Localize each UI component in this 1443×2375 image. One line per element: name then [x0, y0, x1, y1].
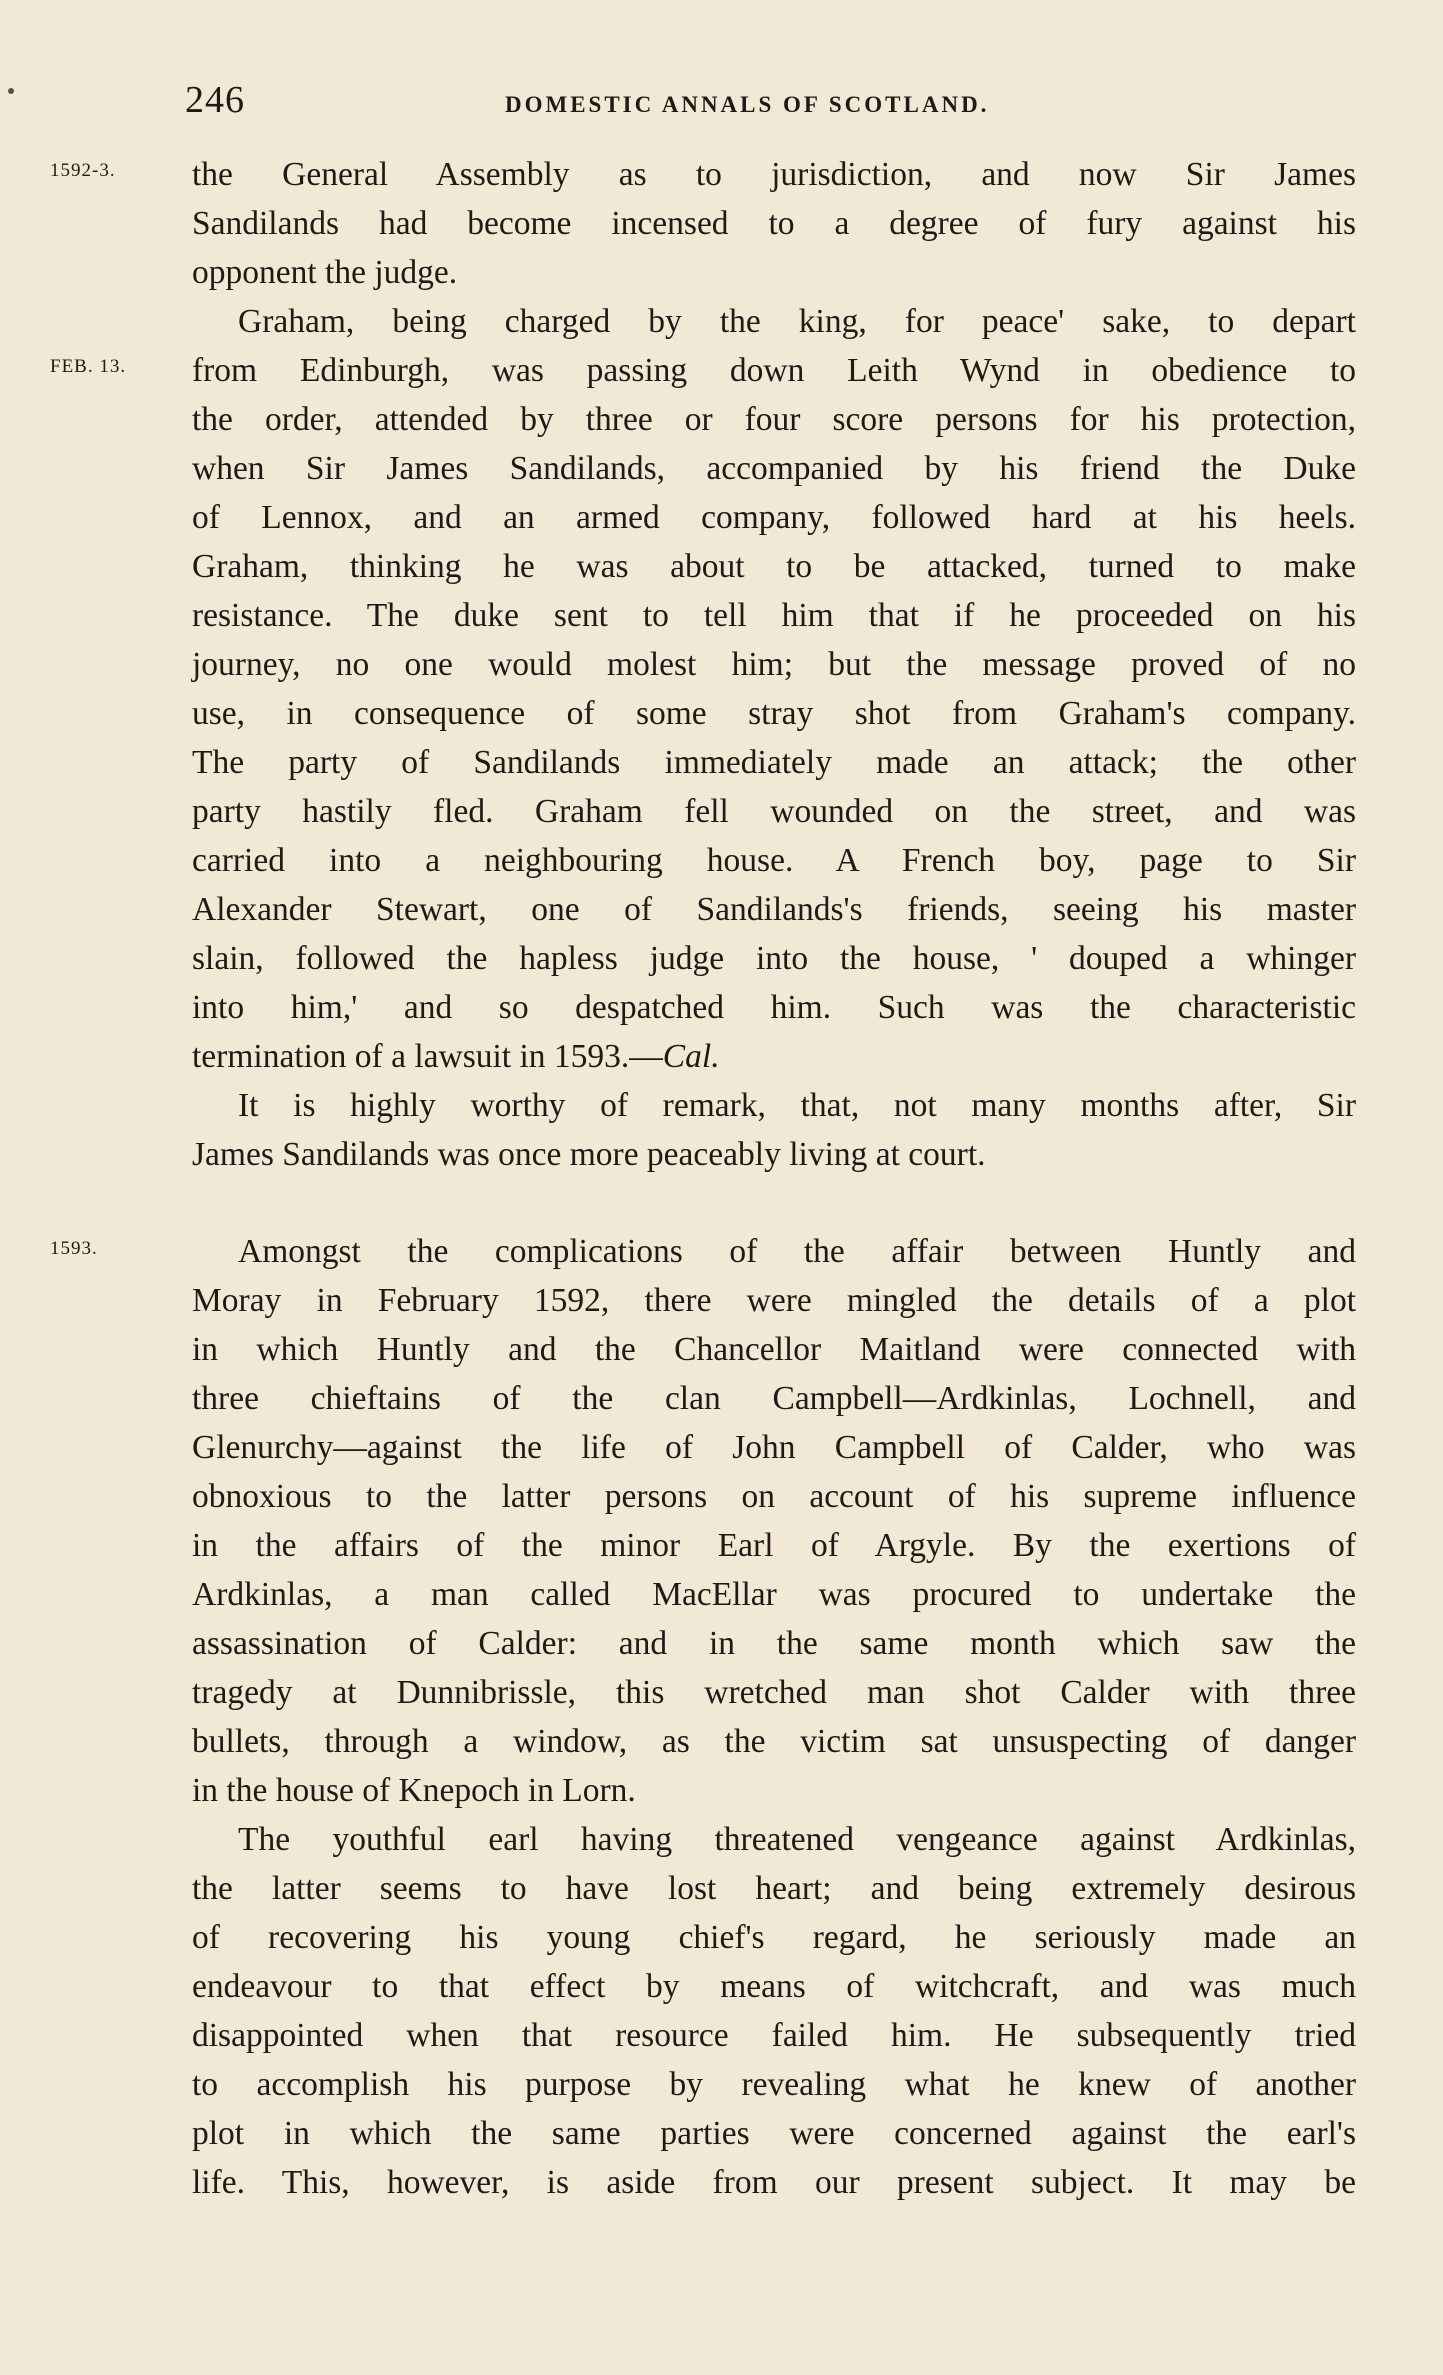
text-line: three chieftains of the clan Campbell—Ardkinlas, Lochnell, and — [192, 1380, 1356, 1417]
text-line: Alexander Stewart, one of Sandilands's friends, seeing his master — [192, 891, 1356, 928]
margin-dot — [8, 88, 14, 94]
text-line: in which Huntly and the Chancellor Maitland were connected with — [192, 1331, 1356, 1368]
paragraph — [192, 1081, 1356, 1179]
text-line: of recovering his young chief's regard, he seriously made an — [192, 1919, 1356, 1956]
text-line: journey, no one would molest him; but the message proved of no — [192, 646, 1356, 683]
body-text — [192, 150, 1356, 2207]
text-line: the order, attended by three or four score persons for his protection, — [192, 401, 1356, 438]
text-line: Sandilands had become incensed to a degree of fury against his — [192, 205, 1356, 242]
text-line: tragedy at Dunnibrissle, this wretched man shot Calder with three — [192, 1674, 1356, 1711]
text-line: Moray in February 1592, there were mingled the details of a plot — [192, 1282, 1356, 1319]
text-line: the latter seems to have lost heart; and being extremely desirous — [192, 1870, 1356, 1907]
text-line: carried into a neighbouring house. A French boy, page to Sir — [192, 842, 1356, 879]
page-number: 246 — [185, 79, 245, 121]
text-line: into him,' and so despatched him. Such was the characteristic — [192, 989, 1356, 1026]
text-line: assassination of Calder: and in the same month which saw the — [192, 1625, 1356, 1662]
margin-note-date: 1593. — [50, 1238, 98, 1259]
text-line: Amongst the complications of the affair between Huntly and — [238, 1233, 1356, 1270]
text-line: Ardkinlas, a man called MacEllar was procured to undertake the — [192, 1576, 1356, 1613]
text-line: plot in which the same parties were concerned against the earl's — [192, 2115, 1356, 2152]
text-line: to accomplish his purpose by revealing what he knew of another — [192, 2066, 1356, 2103]
text-line: when Sir James Sandilands, accompanied by his friend the Duke — [192, 450, 1356, 487]
text-line: life. This, however, is aside from our present subject. It may be — [192, 2164, 1356, 2201]
text-line: the General Assembly as to jurisdiction, and now Sir James — [192, 156, 1356, 193]
text-line: endeavour to that effect by means of witchcraft, and was much — [192, 1968, 1356, 2005]
text-line: of Lennox, and an armed company, followed hard at his heels. — [192, 499, 1356, 536]
text-line: It is highly worthy of remark, that, not many months after, Sir — [238, 1087, 1356, 1124]
paragraph — [192, 150, 1356, 297]
text-line: obnoxious to the latter persons on account of his supreme influence — [192, 1478, 1356, 1515]
margin-note-date: FEB. 13. — [50, 356, 127, 377]
text-line — [192, 1032, 1356, 1081]
paragraph — [192, 1227, 1356, 1815]
text-line: disappointed when that resource failed him. He subsequently tried — [192, 2017, 1356, 2054]
text-line: in the affairs of the minor Earl of Argyle. By the exertions of — [192, 1527, 1356, 1564]
running-title: DOMESTIC ANNALS OF SCOTLAND. — [505, 92, 990, 117]
margin-note-date: 1592-3. — [50, 160, 116, 181]
page-header — [185, 70, 1353, 130]
text-line: Graham, being charged by the king, for peace' sake, to depart — [238, 303, 1356, 340]
text-line: from Edinburgh, was passing down Leith Wynd in obedience to — [192, 352, 1356, 389]
paragraph — [192, 1815, 1356, 2207]
text-line: The party of Sandilands immediately made an attack; the other — [192, 744, 1356, 781]
paragraph — [192, 297, 1356, 1081]
text-line: resistance. The duke sent to tell him that if he proceeded on his — [192, 597, 1356, 634]
text-fragment: termination of a lawsuit in 1593.— — [192, 1038, 663, 1075]
section-gap — [192, 1179, 1356, 1227]
text-line: slain, followed the hapless judge into the house, ' douped a whinger — [192, 940, 1356, 977]
text-line: in the house of Knepoch in Lorn. — [192, 1772, 636, 1809]
text-line: James Sandilands was once more peaceably living at court. — [192, 1136, 986, 1173]
text-line: party hastily fled. Graham fell wounded on the street, and was — [192, 793, 1356, 830]
source-citation: Cal. — [662, 1038, 720, 1075]
text-line: Glenurchy—against the life of John Campbell of Calder, who was — [192, 1429, 1356, 1466]
text-line: bullets, through a window, as the victim sat unsuspecting of danger — [192, 1723, 1356, 1760]
text-line: opponent the judge. — [192, 254, 458, 291]
text-line: Graham, thinking he was about to be attacked, turned to make — [192, 548, 1356, 585]
text-line: use, in consequence of some stray shot from Graham's company. — [192, 695, 1356, 732]
text-line: The youthful earl having threatened vengeance against Ardkinlas, — [238, 1821, 1356, 1858]
